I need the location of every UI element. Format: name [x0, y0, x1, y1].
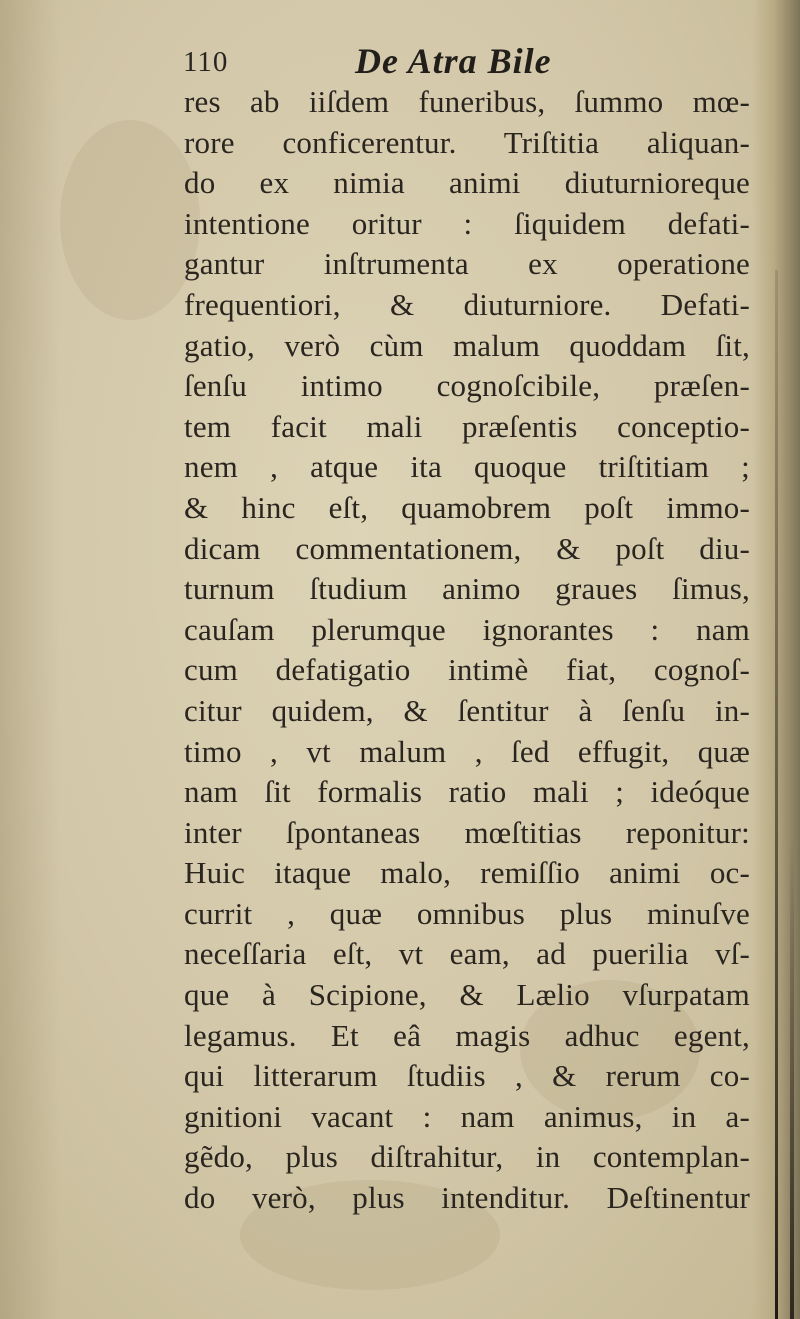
text-line: gatio, verò cùm malum quoddam ſit, — [184, 327, 750, 363]
text-line: citur quidem, & ſentitur à ſenſu in- — [184, 692, 750, 728]
text-line: timo , vt malum , ſed effugit, quæ — [184, 733, 750, 769]
text-line: rore conficerentur. Triſtitia aliquan- — [184, 124, 750, 160]
text-line: dicam commentationem, & poſt diu- — [184, 530, 750, 566]
text-line: ſenſu intimo cognoſcibile, præſen- — [184, 368, 750, 404]
text-line: do verò, plus intenditur. Deſtinentur — [184, 1180, 750, 1216]
text-line: legamus. Et eâ magis adhuc egent, — [184, 1017, 750, 1053]
text-line: intentione oritur : ſiquidem defati- — [184, 205, 750, 241]
text-line: nem , atque ita quoque triſtitiam ; — [184, 449, 750, 485]
text-line: do ex nimia animi diuturnioreque — [184, 165, 750, 201]
text-line: gnitioni vacant : nam animus, in a- — [184, 1098, 750, 1134]
text-line: nam ſit formalis ratio mali ; ideóque — [184, 774, 750, 810]
text-line: tem facit mali præſentis conceptio- — [184, 408, 750, 444]
text-line: gẽdo, plus diſtrahitur, in contemplan- — [184, 1139, 750, 1175]
page-header — [183, 40, 743, 88]
page-number: 110 — [183, 46, 229, 78]
page-edge-shadow — [790, 840, 794, 1319]
text-line: res ab iiſdem funeribus, ſummo mœ- — [184, 84, 750, 119]
text-line: turnum ſtudium animo graues ſimus, — [184, 571, 750, 607]
paper-stain — [60, 120, 200, 320]
text-line: Huic itaque malo, remiſſio animi oc- — [184, 855, 750, 891]
running-title: De Atra Bile — [355, 41, 552, 81]
text-line: cum defatigatio intimè fiat, cognoſ- — [184, 652, 750, 688]
text-line: que à Scipione, & Lælio vſurpatam — [184, 977, 750, 1013]
text-line: currit , quæ omnibus plus minuſve — [184, 895, 750, 931]
text-line: qui litterarum ſtudiis , & rerum co- — [184, 1058, 750, 1094]
text-line: & hinc eſt, quamobrem poſt immo- — [184, 489, 750, 525]
text-line: neceſſaria eſt, vt eam, ad puerilia vſ- — [184, 936, 750, 972]
text-line: inter ſpontaneas mœſtitias reponitur: — [184, 814, 750, 850]
page-edge-shadow — [775, 270, 778, 1319]
text-line: gantur inſtrumenta ex operatione — [184, 246, 750, 282]
text-line: frequentiori, & diuturniore. Defati- — [184, 286, 750, 322]
body-text — [184, 82, 750, 1219]
text-line: cauſam plerumque ignorantes : nam — [184, 611, 750, 647]
spine-shadow — [0, 0, 60, 1319]
